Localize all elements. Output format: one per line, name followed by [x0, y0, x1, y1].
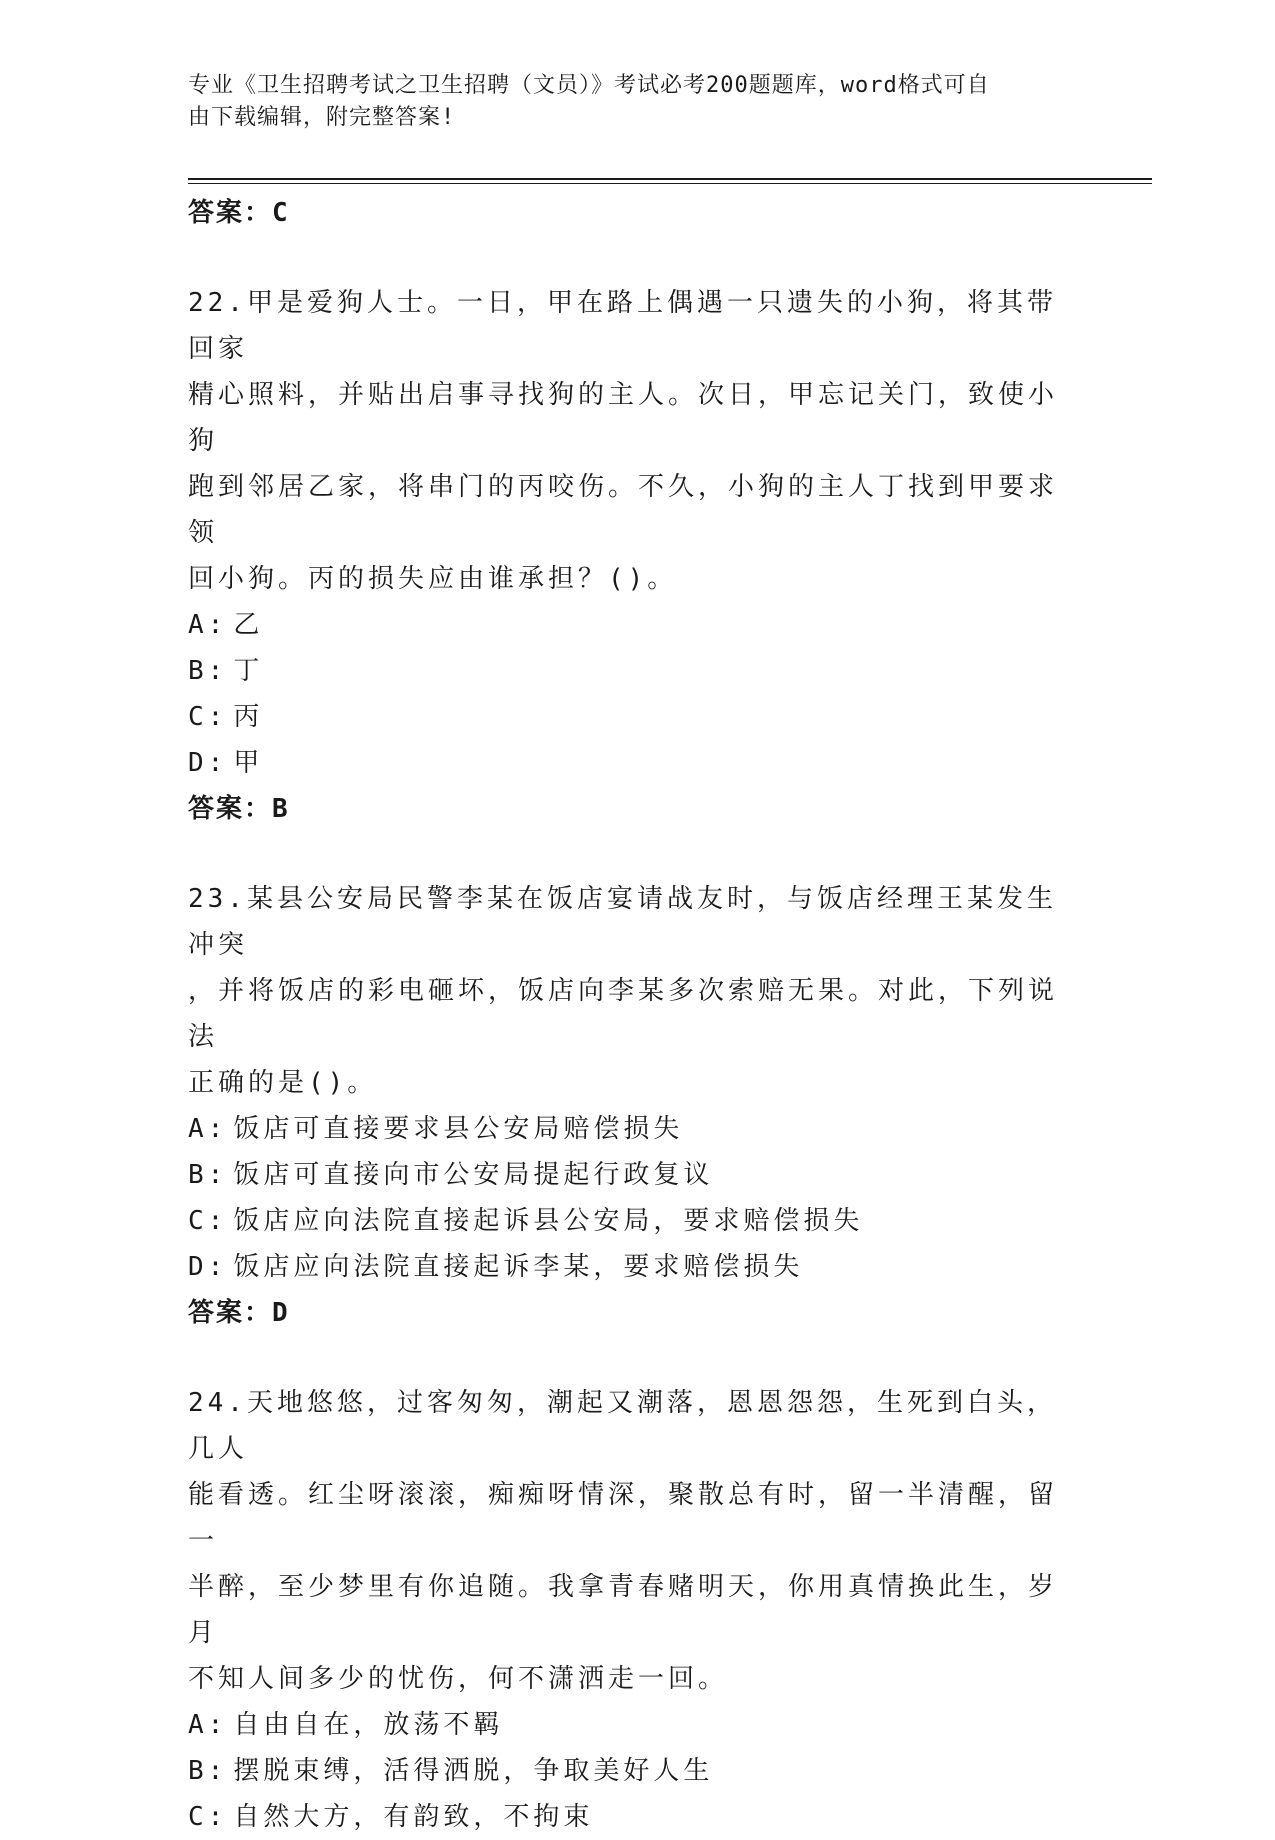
option-letter: C: [188, 702, 228, 732]
option-c [188, 694, 1068, 740]
question-23 [188, 876, 1068, 1336]
option-a [188, 1106, 1068, 1152]
question-line: 22.甲是爱狗人士。一日，甲在路上偶遇一只遗失的小狗，将其带回家 [188, 288, 1057, 364]
option-text: 饭店可直接要求县公安局赔偿损失 [233, 1114, 684, 1144]
document-header [188, 70, 1068, 134]
question-line: 能看透。红尘呀滚滚，痴痴呀情深，聚散总有时，留一半清醒，留一 [188, 1480, 1059, 1556]
option-b [188, 1152, 1068, 1198]
header-line-2: 由下载编辑，附完整答案! [188, 105, 456, 130]
option-letter: C: [188, 1802, 228, 1832]
question-line: 跑到邻居乙家，将串门的丙咬伤。不久，小狗的主人丁找到甲要求领 [188, 472, 1059, 548]
option-text: 饭店应向法院直接起诉县公安局，要求赔偿损失 [233, 1206, 864, 1236]
question-24 [188, 1380, 1068, 1840]
option-letter: B: [188, 656, 228, 686]
option-text: 饭店应向法院直接起诉李某，要求赔偿损失 [233, 1252, 804, 1282]
option-letter: D: [188, 1252, 228, 1282]
question-line: 正确的是()。 [188, 1068, 378, 1098]
option-d [188, 740, 1068, 786]
option-text: 摆脱束缚，活得洒脱，争取美好人生 [233, 1756, 714, 1786]
option-a [188, 602, 1068, 648]
question-line: 半醉，至少梦里有你追随。我拿青春赌明天，你用真情换此生，岁月 [188, 1572, 1059, 1648]
option-letter: C: [188, 1206, 228, 1236]
previous-answer: 答案：C [188, 198, 290, 228]
question-line: 回小狗。丙的损失应由谁承担？()。 [188, 564, 678, 594]
option-d [188, 1244, 1068, 1290]
spacer [188, 236, 1068, 280]
option-text: 乙 [233, 610, 264, 640]
option-b [188, 1748, 1068, 1794]
option-letter: B: [188, 1756, 228, 1786]
question-line: ，并将饭店的彩电砸坏，饭店向李某多次索赔无果。对此，下列说法 [188, 976, 1059, 1052]
document-body [188, 188, 1068, 1840]
option-letter: A: [188, 1710, 228, 1740]
question-line: 23.某县公安局民警李某在饭店宴请战友时，与饭店经理王某发生冲突 [188, 884, 1057, 960]
option-letter: D: [188, 748, 228, 778]
option-c [188, 1794, 1068, 1840]
option-a [188, 1702, 1068, 1748]
option-text: 自由自在，放荡不羁 [233, 1710, 504, 1740]
question-line: 精心照料，并贴出启事寻找狗的主人。次日，甲忘记关门，致使小狗 [188, 380, 1059, 456]
option-b [188, 648, 1068, 694]
option-letter: A: [188, 1114, 228, 1144]
question-line: 不知人间多少的忧伤，何不潇洒走一回。 [188, 1664, 729, 1694]
answer: 答案：D [188, 1298, 290, 1328]
spacer [188, 832, 1068, 876]
answer: 答案：B [188, 794, 290, 824]
header-divider-thick [188, 178, 1152, 180]
option-letter: B: [188, 1160, 228, 1190]
option-text: 丁 [233, 656, 264, 686]
option-text: 饭店可直接向市公安局提起行政复议 [233, 1160, 714, 1190]
option-text: 自然大方，有韵致，不拘束 [233, 1802, 594, 1832]
option-c [188, 1198, 1068, 1244]
option-text: 甲 [233, 748, 264, 778]
spacer [188, 1336, 1068, 1380]
question-line: 24.天地悠悠，过客匆匆，潮起又潮落，恩恩怨怨，生死到白头，几人 [188, 1388, 1057, 1464]
option-text: 丙 [233, 702, 264, 732]
header-line-1: 专业《卫生招聘考试之卫生招聘（文员）》考试必考200题题库，word格式可自 [188, 73, 990, 98]
question-22 [188, 280, 1068, 832]
option-letter: A: [188, 610, 228, 640]
header-divider-thin [188, 183, 1152, 184]
